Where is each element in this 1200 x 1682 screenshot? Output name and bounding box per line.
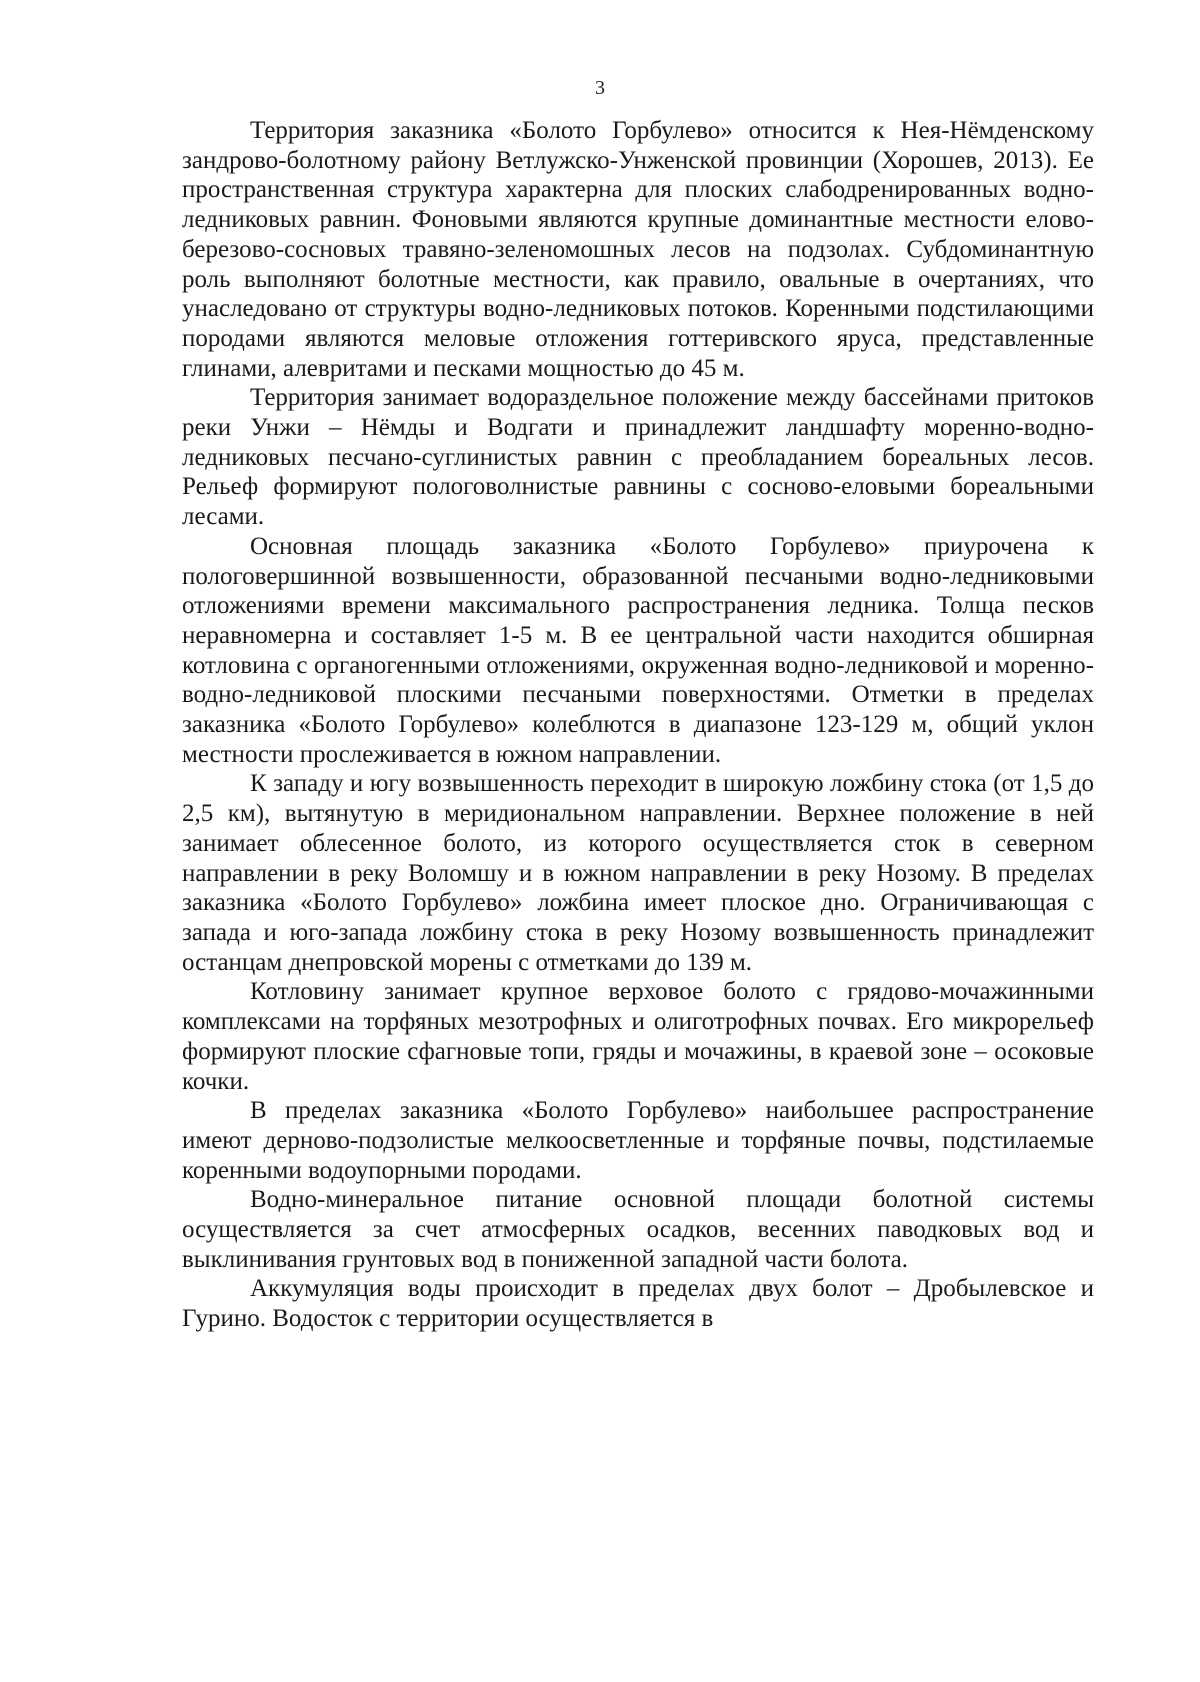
paragraph-territory-classification: Территория заказника «Болото Горбулево» относится к Нея-Нёмденскому зандрово-болотному району Ветлужско-Унженской провинции (Хорошев, 2013). Ее пространственная структура характерна для плоских слабодренированных водно-ледниковых равнин. Фоновыми являются крупные доминантные местности елово-березово-сосновых травяно-зеленомошных лесов на подзолах. Субдоминантную роль выполняют болотные местности, как правило, овальные в очертаниях, что унаследовано от структуры водно-ледниковых потоков. Коренными подстилающими породами являются меловые отложения готтеривского яруса, представленные глинами, алевритами и песками мощностью до 45 м. (182, 117, 1094, 382)
paragraph-raised-bog: Котловину занимает крупное верховое болото с грядово-мочажинными комплексами на торфяных мезотрофных и олиготрофных почвах. Его микрорельеф формируют плоские сфагновые топи, гряды и мочажины, в краевой зоне – осоковые кочки. (182, 978, 1094, 1095)
page-number: 3 (595, 77, 605, 99)
paragraph-main-area: Основная площадь заказника «Болото Горбулево» приурочена к пологовершинной возвышенности, образованной песчаными водно-ледниковыми отложениями времени максимального распространения ледника. Толща песков неравномерна и составляет 1-5 м. В ее центральной части находится обширная котловина с органогенными отложениями, окруженная водно-ледниковой и моренно-водно-ледниковой плоскими песчаными поверхностями. Отметки в пределах заказника «Болото Горбулево» колеблются в диапазоне 123-129 м, общий уклон местности прослеживается в южном направлении. (182, 532, 1094, 768)
paragraph-water-supply: Водно-минеральное питание основной площади болотной системы осуществляется за счет атмосферных осадков, весенних паводковых вод и выклинивания грунтовых вод в пониженной западной части болота. (182, 1186, 1094, 1273)
paragraph-water-accumulation: Аккумуляция воды происходит в пределах двух болот – Дробылевское и Гурино. Водосток с территории осуществляется в (182, 1275, 1094, 1333)
paragraph-drainage-hollow: К западу и югу возвышенность переходит в широкую ложбину стока (от 1,5 до 2,5 км), вытянутую в меридиональном направлении. Верхнее положение в ней занимает облесенное болото, из которого осуществляется сток в северном направлении в реку Воломшу и в южном направлении в реку Нозому. В пределах заказника «Болото Горбулево» ложбина имеет плоское дно. Ограничивающая с запада и юго-запада ложбину стока в реку Нозому возвышенность принадлежит останцам днепровской морены с отметками до 139 м. (182, 770, 1094, 976)
paragraph-soils: В пределах заказника «Болото Горбулево» наибольшее распространение имеют дерново-подзолистые мелкоосветленные и торфяные почвы, подстилаемые коренными водоупорными породами. (182, 1097, 1094, 1184)
paragraph-watershed-position: Территория занимает водораздельное положение между бассейнами притоков реки Унжи – Нёмды и Водгати и принадлежит ландшафту моренно-водно-ледниковых песчано-суглинистых равнин с преобладанием бореальных лесов. Рельеф формируют пологоволнистые равнины с сосново-еловыми бореальными лесами. (182, 384, 1094, 531)
body-text (182, 116, 1094, 1334)
